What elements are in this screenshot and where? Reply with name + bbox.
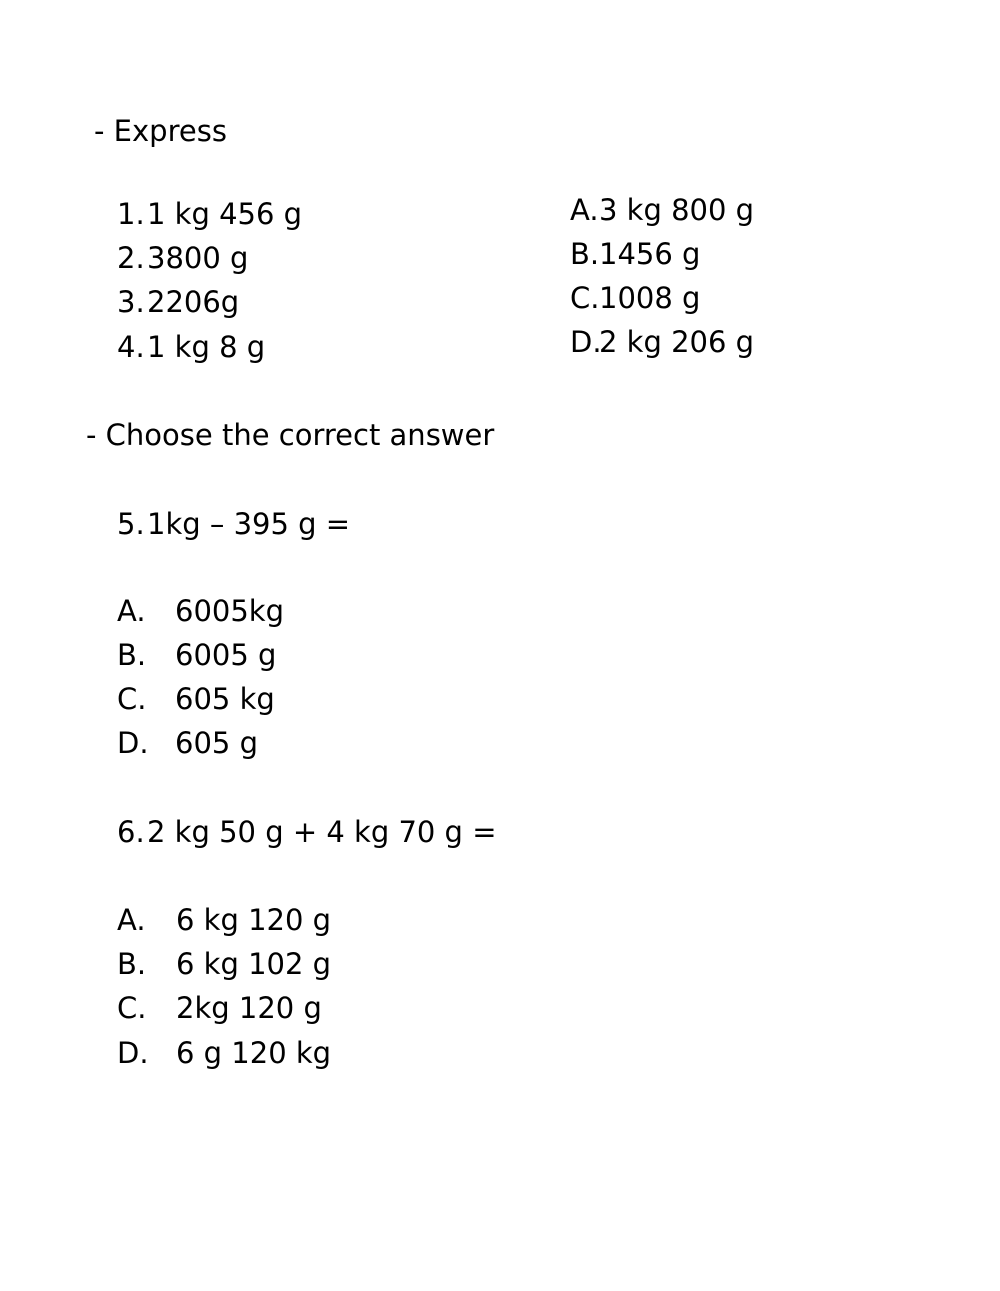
- section-heading-choose: - Choose the correct answer: [86, 418, 495, 452]
- item-number: 2.: [117, 241, 145, 275]
- item-text: 1008 g: [599, 281, 701, 315]
- answer-option[interactable]: [117, 991, 322, 1025]
- question-text: 2 kg 50 g + 4 kg 70 g =: [147, 815, 497, 849]
- list-item: [117, 330, 266, 364]
- answer-option[interactable]: [117, 594, 285, 628]
- list-item: [117, 197, 303, 231]
- item-letter: B.: [570, 237, 600, 271]
- item-text: 3 kg 800 g: [599, 193, 755, 227]
- item-text: 3800 g: [147, 241, 249, 275]
- option-letter: B.: [117, 638, 147, 672]
- option-text: 605 kg: [175, 682, 275, 716]
- list-item: [117, 241, 249, 275]
- list-item: [570, 325, 755, 359]
- answer-option[interactable]: [117, 682, 275, 716]
- option-letter: A.: [117, 594, 146, 628]
- option-text: 2kg 120 g: [176, 991, 322, 1025]
- section-heading-express: - Express: [94, 114, 227, 148]
- option-text: 605 g: [175, 726, 258, 760]
- answer-option[interactable]: [117, 903, 332, 937]
- item-number: 3.: [117, 285, 145, 319]
- item-text: 2206g: [147, 285, 240, 319]
- answer-option[interactable]: [117, 638, 277, 672]
- option-text: 6 kg 120 g: [176, 903, 332, 937]
- list-item: [570, 281, 701, 315]
- item-number: 4.: [117, 330, 145, 364]
- option-text: 6005 g: [175, 638, 277, 672]
- list-item: [570, 193, 755, 227]
- option-letter: D.: [117, 1036, 149, 1070]
- item-letter: D.: [570, 325, 602, 359]
- answer-option[interactable]: [117, 1036, 332, 1070]
- option-letter: A.: [117, 903, 146, 937]
- item-letter: C.: [570, 281, 600, 315]
- question-5: [117, 507, 351, 541]
- list-item: [117, 285, 240, 319]
- item-text: 1 kg 456 g: [147, 197, 303, 231]
- option-letter: D.: [117, 726, 149, 760]
- option-text: 6 kg 102 g: [176, 947, 332, 981]
- answer-option[interactable]: [117, 726, 258, 760]
- question-6: [117, 815, 497, 849]
- item-text: 1 kg 8 g: [147, 330, 266, 364]
- question-number: 5.: [117, 507, 145, 541]
- option-letter: B.: [117, 947, 147, 981]
- question-text: 1kg – 395 g =: [147, 507, 351, 541]
- item-text: 1456 g: [599, 237, 701, 271]
- option-letter: C.: [117, 682, 147, 716]
- option-letter: C.: [117, 991, 147, 1025]
- item-letter: A.: [570, 193, 599, 227]
- item-text: 2 kg 206 g: [599, 325, 755, 359]
- item-number: 1.: [117, 197, 145, 231]
- option-text: 6 g 120 kg: [176, 1036, 332, 1070]
- list-item: [570, 237, 701, 271]
- option-text: 6005kg: [175, 594, 285, 628]
- question-number: 6.: [117, 815, 145, 849]
- answer-option[interactable]: [117, 947, 332, 981]
